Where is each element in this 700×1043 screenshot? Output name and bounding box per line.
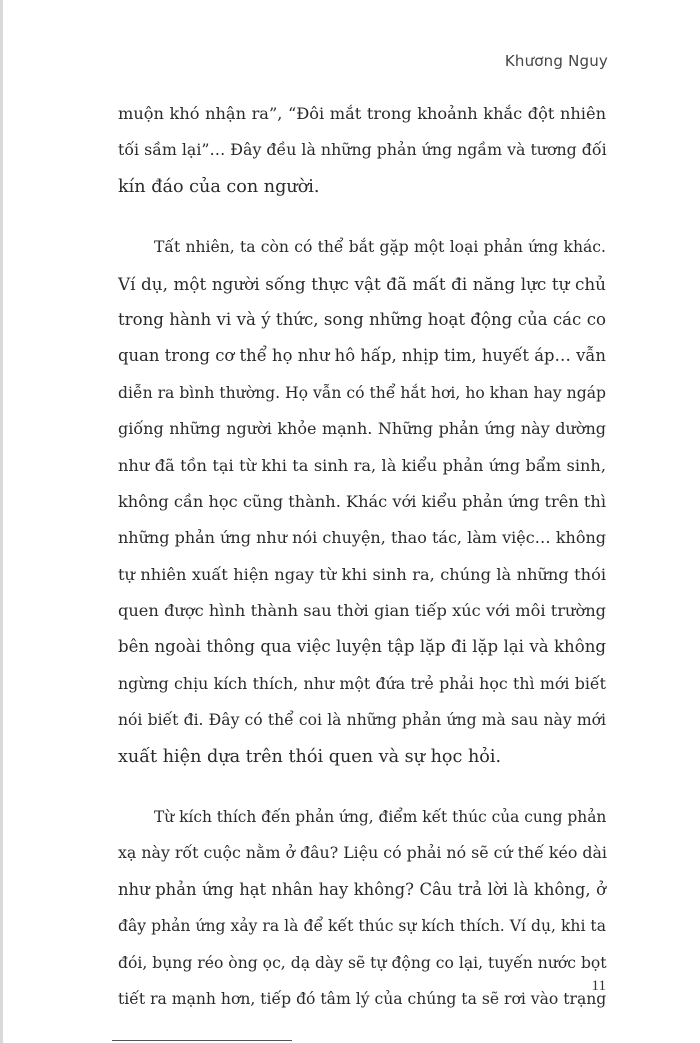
body-text <box>118 96 606 1041</box>
text-line: tối sầm lại”… Đây đều là những phản ứng ngầm và tương đối <box>118 140 607 160</box>
text-line: trong hành vi và ý thức, song những hoạt động của các co <box>118 309 606 329</box>
text-line: như phản ứng hạt nhân hay không? Câu trả lời là không, ở <box>118 879 606 899</box>
text-line: Ví dụ, một người sống thực vật đã mất đi năng lực tự chủ <box>118 273 606 294</box>
text-line: giống những người khỏe mạnh. Những phản ứng này dường <box>118 419 606 439</box>
text-line: quan trong cơ thể họ như hô hấp, nhịp tim, huyết áp… vẫn <box>118 346 606 366</box>
text-line: ngừng chịu kích thích, như một đứa trẻ phải học thì mới biết <box>118 673 606 693</box>
paragraph-2 <box>118 229 606 775</box>
text-line: quen được hình thành sau thời gian tiếp xúc với môi trường <box>118 601 606 621</box>
text-line: đây phản ứng xảy ra là để kết thúc sự kích thích. Ví dụ, khi ta <box>118 917 606 936</box>
text-line: Tất nhiên, ta còn có thể bắt gặp một loại phản ứng khác. <box>154 238 606 257</box>
text-line: bên ngoài thông qua việc luyện tập lặp đi lặp lại và không <box>118 637 606 657</box>
text-line: xuất hiện dựa trên thói quen và sự học hỏi. <box>118 746 502 767</box>
page-binding-edge <box>0 0 3 1043</box>
text-line: những phản ứng như nói chuyện, thao tác, làm việc… không <box>118 528 606 548</box>
running-header-author: Khương Nguy <box>504 52 608 70</box>
page-number: 11 <box>591 978 606 994</box>
paragraph-3 <box>118 799 606 1017</box>
text-line: xạ này rốt cuộc nằm ở đâu? Liệu có phải nó sẽ cứ thế kéo dài <box>118 843 607 863</box>
text-line: muộn khó nhận ra”, “Đôi mắt trong khoảnh khắc đột nhiên <box>118 104 606 123</box>
text-line: tự nhiên xuất hiện ngay từ khi sinh ra, chúng là những thói <box>118 564 606 584</box>
text-line: như đã tồn tại từ khi ta sinh ra, là kiểu phản ứng bẩm sinh, <box>118 455 606 475</box>
text-line: kín đáo của con người. <box>118 176 320 197</box>
text-line: tiết ra mạnh hơn, tiếp đó tâm lý của chúng ta sẽ rơi vào trạng <box>118 989 607 1008</box>
text-line: đói, bụng réo òng ọc, dạ dày sẽ tự động co lại, tuyến nước bọt <box>118 953 607 972</box>
text-line: diễn ra bình thường. Họ vẫn có thể hắt hơi, ho khan hay ngáp <box>118 383 606 402</box>
text-line: Từ kích thích đến phản ứng, điểm kết thúc của cung phản <box>154 808 607 827</box>
text-line: không cần học cũng thành. Khác với kiểu phản ứng trên thì <box>118 491 606 511</box>
bottom-rule <box>112 1040 292 1041</box>
text-line: nói biết đi. Đây có thể coi là những phản ứng mà sau này mới <box>118 711 606 730</box>
paragraph-1 <box>118 96 606 205</box>
